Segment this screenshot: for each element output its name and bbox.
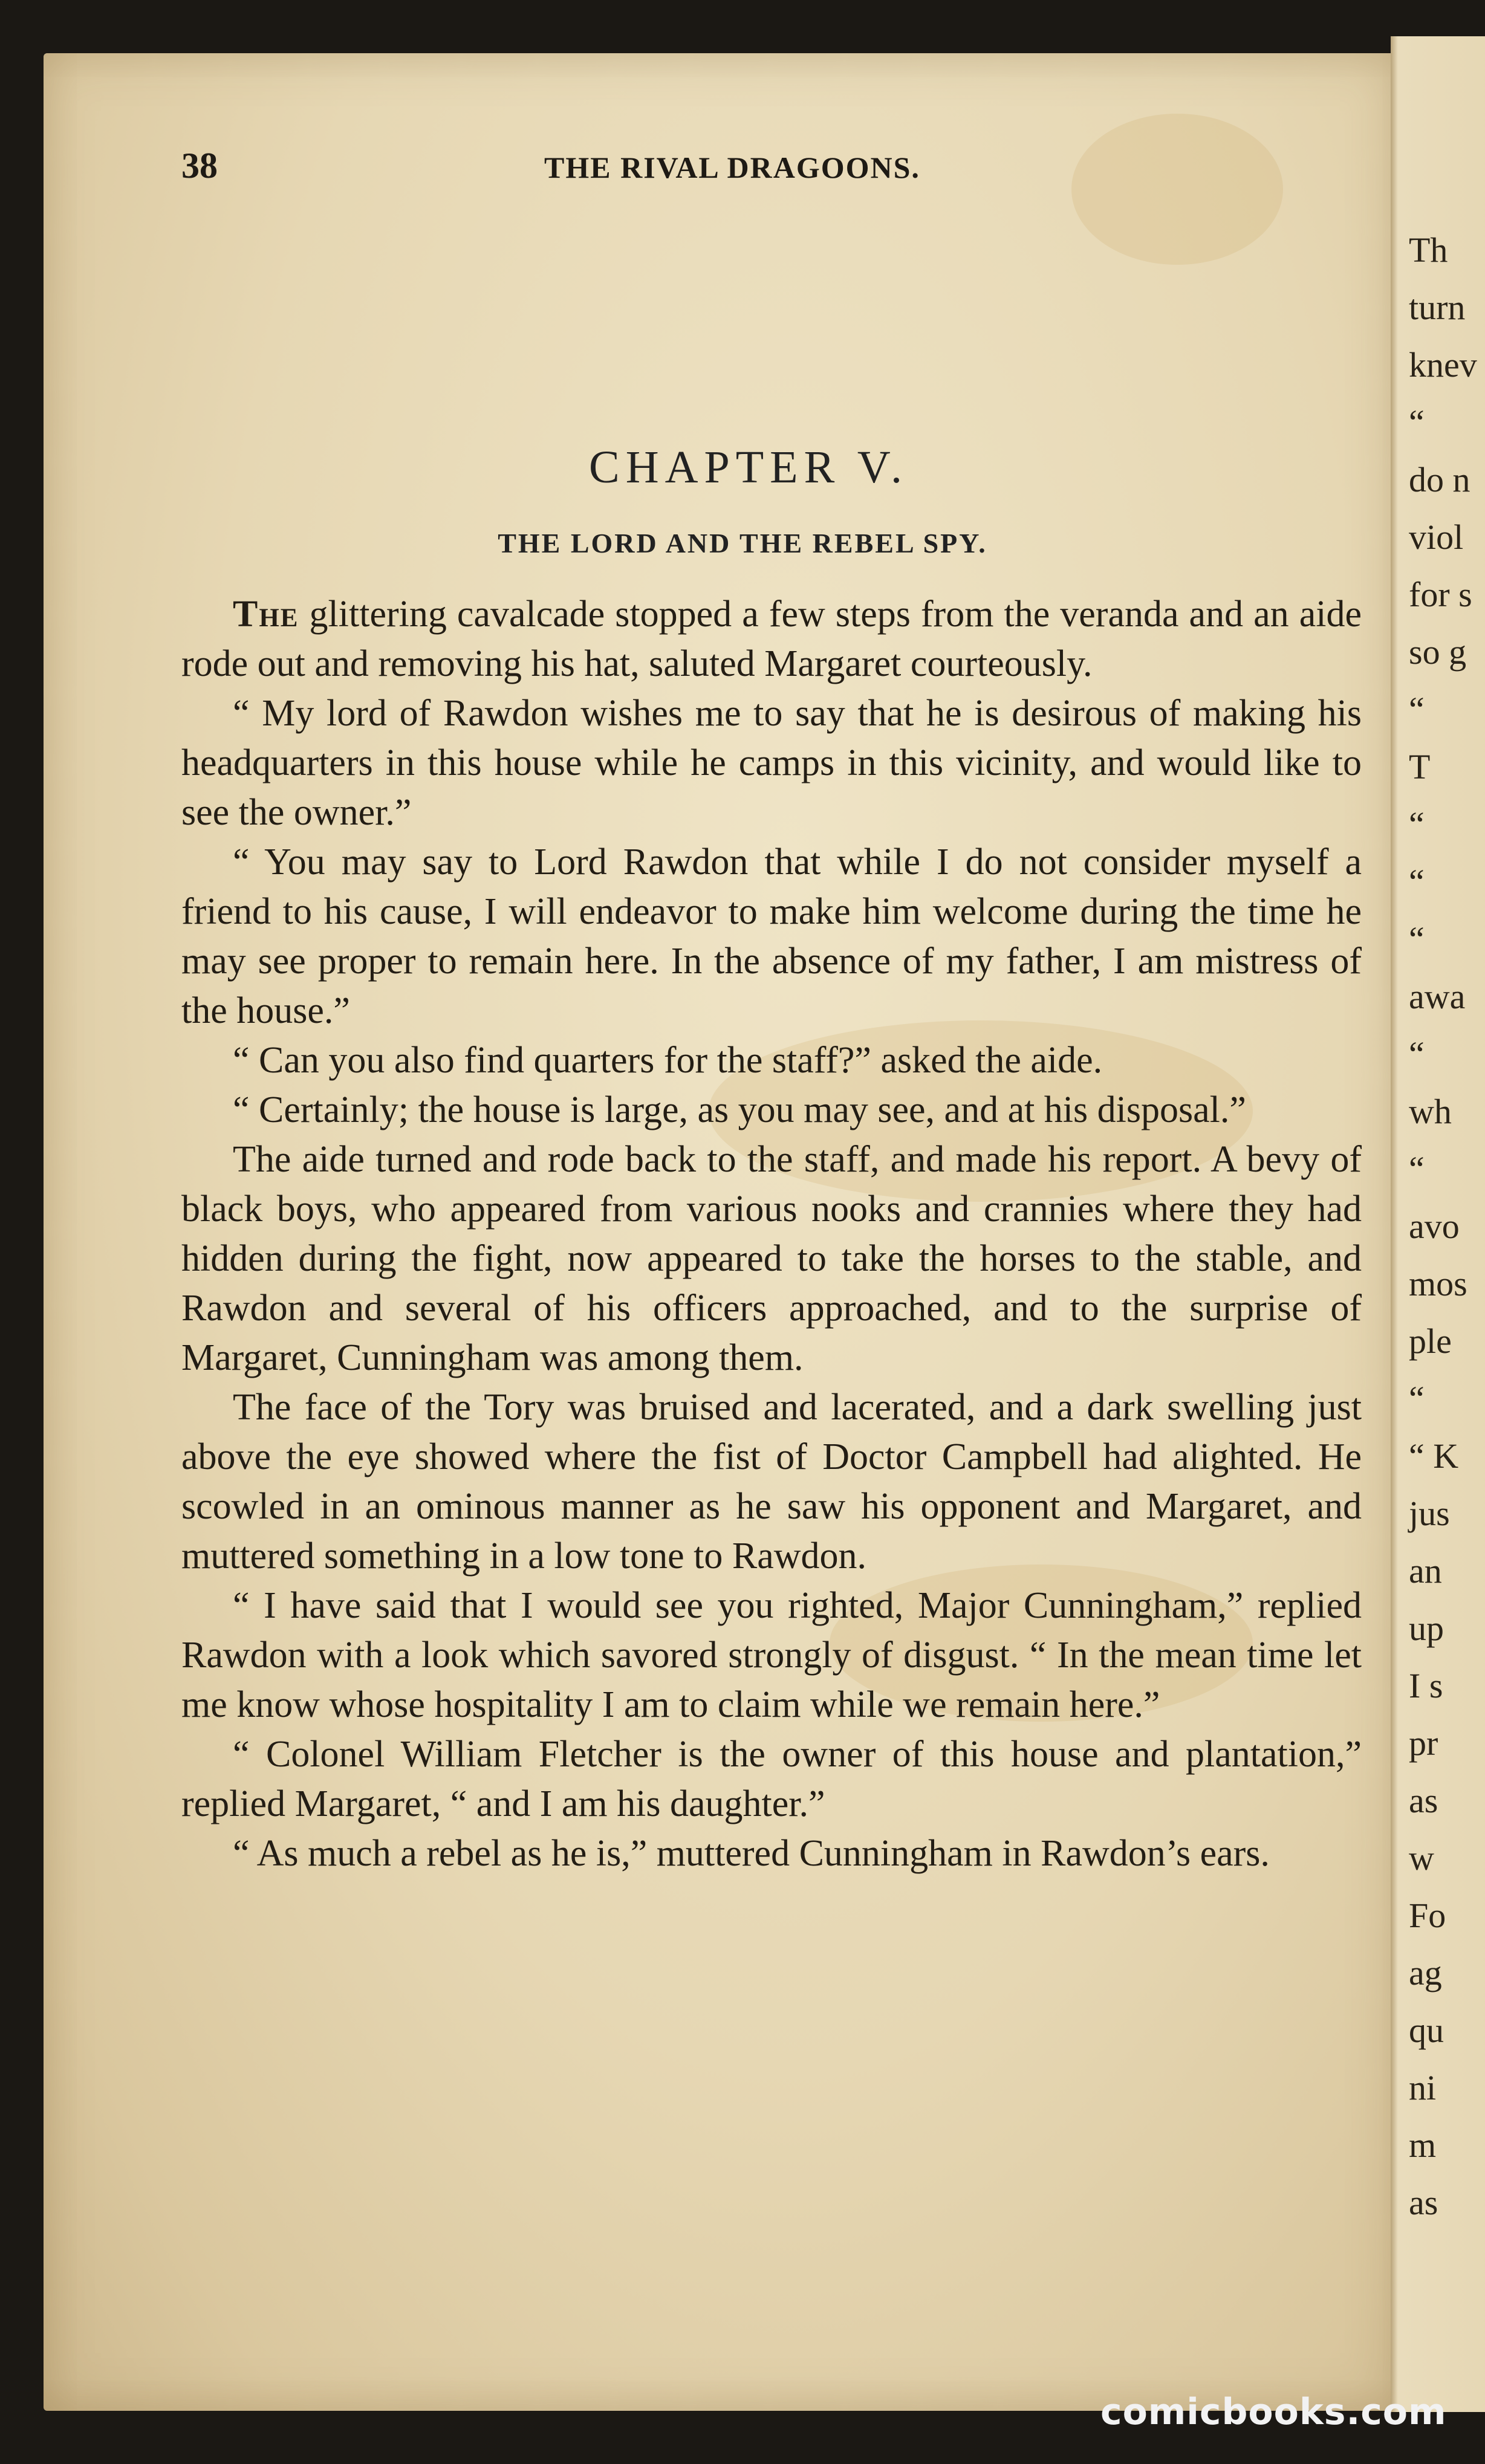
facing-page-edge: [1391, 36, 1485, 2412]
facing-page-fragment: Th: [1409, 230, 1448, 270]
facing-page-fragment: Fo: [1409, 1896, 1446, 1935]
facing-page-fragment: for s: [1409, 575, 1472, 614]
paragraph: “ You may say to Lord Rawdon that while I do not consider myself a friend to his cause, I will endeavor to make him welcome during the time he may see proper to remain here. In the absence of my father, I am mistress of the house.”: [181, 841, 1362, 1031]
facing-page-fragment: “: [1409, 690, 1425, 729]
facing-page-fragment: I s: [1409, 1666, 1443, 1705]
facing-page-fragment: wh: [1409, 1092, 1452, 1131]
facing-page-fragment: avo: [1409, 1207, 1460, 1246]
facing-page-fragment: “: [1409, 1149, 1425, 1188]
running-title: THE RIVAL DRAGOONS.: [544, 151, 920, 184]
facing-page-fragment: T: [1409, 747, 1431, 786]
facing-page-fragment: m: [1409, 2125, 1437, 2165]
facing-page-fragment: ag: [1409, 1953, 1442, 1992]
facing-page-fragment: do n: [1409, 460, 1470, 499]
facing-page-fragment: so g: [1409, 632, 1467, 672]
paragraph: The aide turned and rode back to the staff, and made his report. A bevy of black boys, who appeared from various nooks and crannies where they had hidden during the fight, now appeared to take the horses to the stable, and Rawdon and several of his officers approached, and to the surprise of Margaret, Cunningham was among them.: [181, 1139, 1362, 1378]
chapter-title: CHAPTER V.: [589, 442, 908, 493]
facing-page-fragment: “: [1409, 403, 1425, 442]
facing-page-fragment: “ K: [1409, 1436, 1459, 1476]
facing-page-fragment: up: [1409, 1609, 1444, 1648]
facing-page-fragment: ple: [1409, 1321, 1452, 1361]
facing-page-fragment: qu: [1409, 2011, 1444, 2050]
facing-page-fragment: jus: [1409, 1494, 1450, 1533]
chapter-subtitle: THE LORD AND THE REBEL SPY.: [498, 528, 987, 559]
facing-page-fragment: mos: [1409, 1264, 1467, 1303]
facing-page-fragment: w: [1409, 1838, 1434, 1878]
facing-page-fragment: as: [1409, 1781, 1438, 1820]
chapter-body: [181, 589, 1362, 1878]
paragraph: The face of the Tory was bruised and lacerated, and a dark swelling just above the eye showed where the fist of Doctor Campbell had alighted. He scowled in an ominous manner as he saw his opponent and Margaret, and muttered something in a low tone to Rawdon.: [181, 1387, 1362, 1577]
facing-page-fragment: viol: [1409, 517, 1464, 557]
facing-page-fragment: “: [1409, 862, 1425, 901]
facing-page-fragment: “: [1409, 1379, 1425, 1418]
paragraph: “ Certainly; the house is large, as you may see, and at his disposal.”: [233, 1089, 1246, 1130]
paragraph: “ As much a rebel as he is,” muttered Cunningham in Rawdon’s ears.: [233, 1833, 1270, 1874]
facing-page-fragment: an: [1409, 1551, 1442, 1590]
facing-page-fragment: “: [1409, 805, 1425, 844]
facing-page-fragment: knev: [1409, 345, 1477, 384]
paragraph-lead: The: [233, 594, 299, 635]
facing-page-fragment: turn: [1409, 288, 1466, 327]
facing-page-fragment: pr: [1409, 1723, 1438, 1763]
paper-stain: [1071, 114, 1283, 265]
paragraph: “ Colonel William Fletcher is the owner of this house and plantation,” replied Margaret, “ and I am his daughter.”: [181, 1734, 1362, 1824]
paragraph: “ I have said that I would see you righted, Major Cunningham,” replied Rawdon with a look which savored strongly of disgust. “ In the mean time let me know whose hospitality I am to claim while we remain here.”: [181, 1585, 1362, 1725]
facing-page-fragment: “: [1409, 919, 1425, 959]
paragraph: “ My lord of Rawdon wishes me to say that he is desirous of making his headquarters in this house while he camps in this vicinity, and would like to see the owner.”: [181, 693, 1362, 833]
site-watermark: comicbooks.com: [1100, 2391, 1447, 2433]
facing-page-fragment: “: [1409, 1034, 1425, 1074]
page-number: 38: [181, 146, 218, 186]
paragraph: “ Can you also find quarters for the staff?” asked the aide.: [233, 1040, 1103, 1081]
facing-page-fragment: awa: [1409, 977, 1466, 1016]
facing-page-fragment: ni: [1409, 2068, 1437, 2107]
facing-page-fragment: as: [1409, 2183, 1438, 2222]
paragraph: The glittering cavalcade stopped a few steps from the veranda and an aide rode out and removing his hat, saluted Margaret courteously.: [181, 594, 1362, 684]
